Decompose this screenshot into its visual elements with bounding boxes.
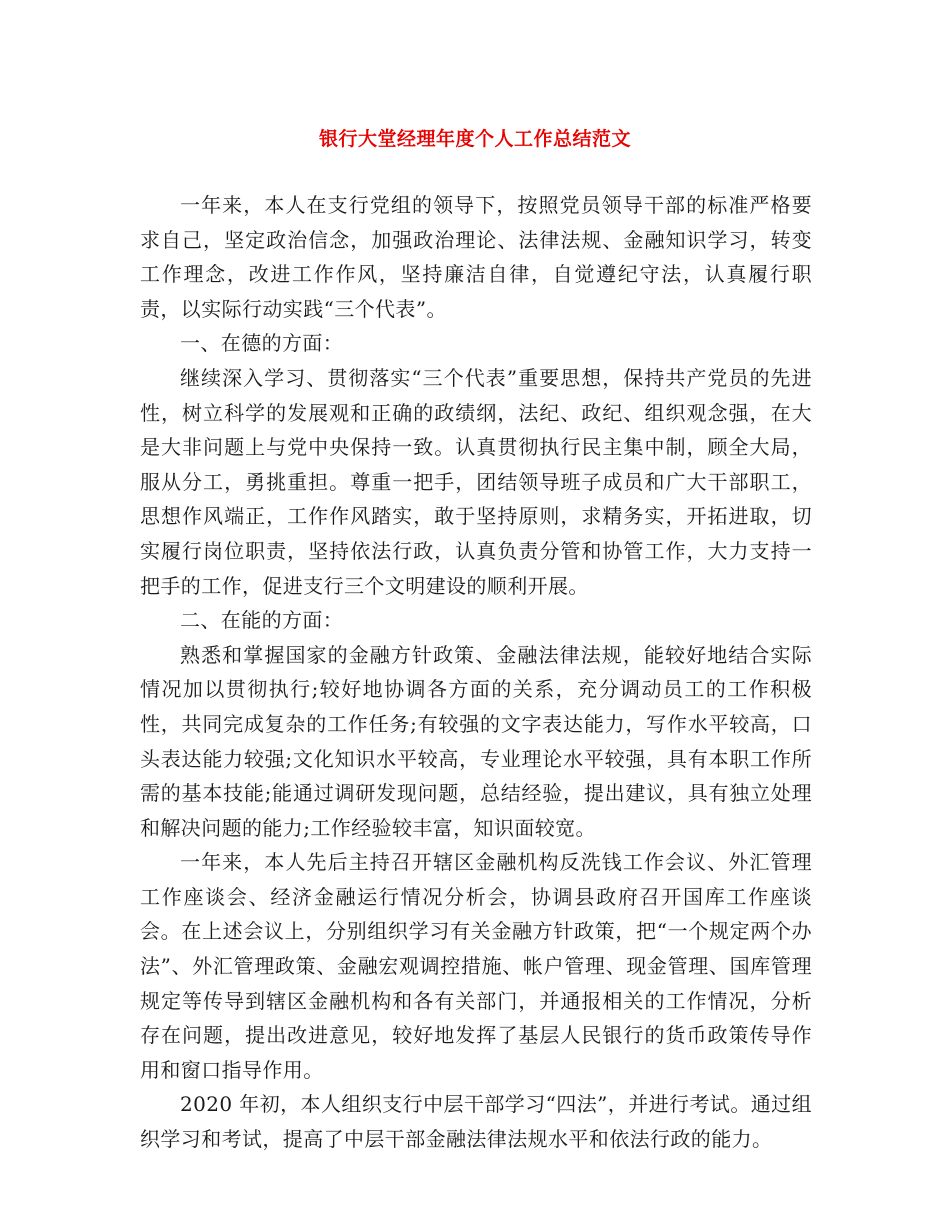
section-heading-morality: 一、在德的方面： — [180, 331, 344, 356]
section-heading-ability: 二、在能的方面： — [180, 608, 344, 633]
paragraph-morality: 继续深入学习、贯彻落实“三个代表”重要思想，保持共产党员的先进性，树立科学的发展观和正确的政绩纲，法纪、政纪、组织观念强，在大是大非问题上与党中央保持一致。认真贯彻执行民主集中制，顾全大局，服从分工，勇挑重担。尊重一把手，团结领导班子成员和广大干部职工，思想作风端正，工作作风踏实，敢于坚持原则，求精务实，开拓进取，切实履行岗位职责，坚持依法行政，认真负责分管和协管工作，大力支持一把手的工作，促进支行三个文明建设的顺利开展。 — [140, 365, 812, 598]
document-body — [140, 188, 812, 1157]
paragraph-meetings: 一年来，本人先后主持召开辖区金融机构反洗钱工作会议、外汇管理工作座谈会、经济金融运行情况分析会，协调县政府召开国库工作座谈会。在上述会议上，分别组织学习有关金融方针政策，把“一个规定两个办法”、外汇管理政策、金融宏观调控措施、帐户管理、现金管理、国库管理规定等传导到辖区金融机构和各有关部门，并通报相关的工作情况，分析存在问题，提出改进意见，较好地发挥了基层人民银行的货币政策传导作用和窗口指导作用。 — [140, 850, 812, 1082]
paragraph-training: 2020 年初，本人组织支行中层干部学习“四法”，并进行考试。通过组织学习和考试，提高了中层干部金融法律法规水平和依法行政的能力。 — [140, 1092, 812, 1152]
paragraph-intro: 一年来，本人在支行党组的领导下，按照党员领导干部的标准严格要求自己，坚定政治信念，加强政治理论、法律法规、金融知识学习，转变工作理念，改进工作作风，坚持廉洁自律，自觉遵纪守法，认真履行职责，以实际行动实践“三个代表”。 — [140, 193, 812, 321]
paragraph-ability: 熟悉和掌握国家的金融方针政策、金融法律法规，能较好地结合实际情况加以贯彻执行;较好地协调各方面的关系，充分调动员工的工作积极性，共同完成复杂的工作任务;有较强的文字表达能力，写作水平较高，口头表达能力较强;文化知识水平较高，专业理论水平较强，具有本职工作所需的基本技能;能通过调研发现问题，总结经验，提出建议，具有独立处理和解决问题的能力;工作经验较丰富，知识面较宽。 — [140, 642, 812, 840]
document-title: 银行大堂经理年度个人工作总结范文 — [318, 128, 631, 150]
